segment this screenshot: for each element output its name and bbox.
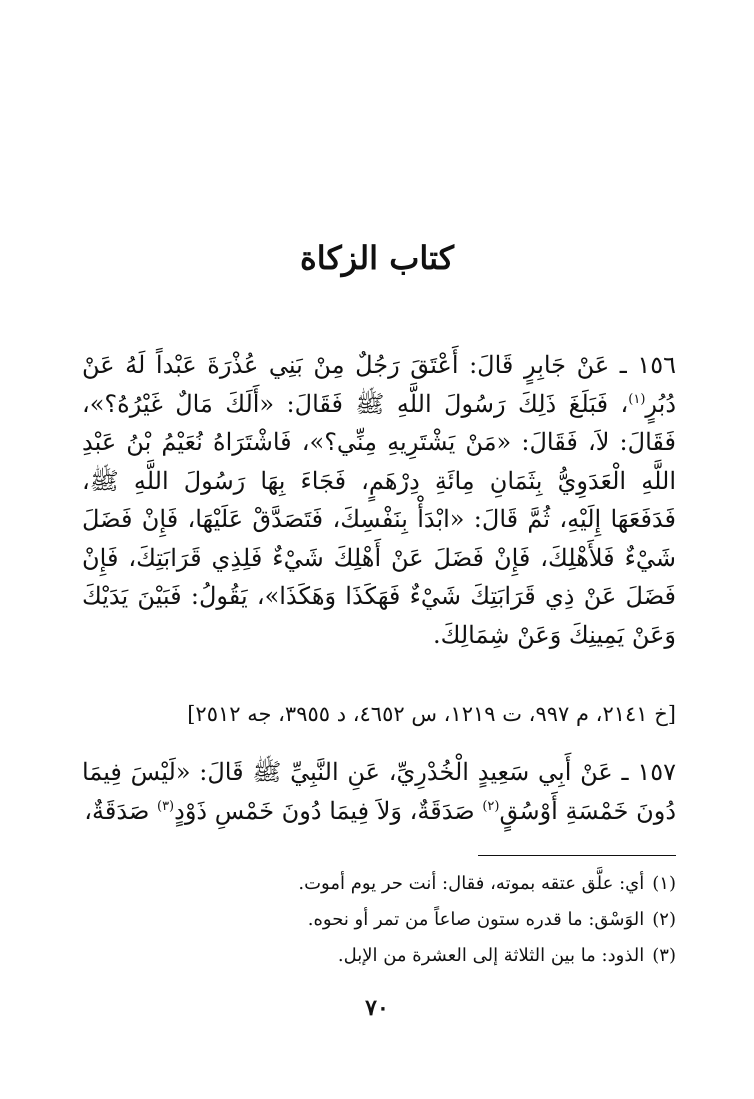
footnote-text: الوَسْق: ما قدره ستون صاعاً من تمر أو نحوه. [307,909,645,930]
hadith-number: ١٥٦ [637,351,676,379]
footnote-reference[interactable]: (٢) [482,798,500,814]
hadith-number: ١٥٧ [637,758,676,786]
footnote-item [82,938,676,974]
chapter-title: كتاب الزكاة [300,239,454,277]
hadith-citation: [خ ٢١٤١، م ٩٩٧، ت ١٢١٩، س ٤٦٥٢، د ٣٩٥٥، جه ٢٥١٢] [187,702,676,726]
footnote-divider [478,855,676,856]
footnote-reference[interactable]: (١) [628,391,646,407]
footnote-number: (٣) [652,945,676,966]
hadith-text-part: ـ عَنْ أَبِي سَعِيدٍ الْخُدْرِيِّ، عَنِ النَّبِيِّ ﷺ قَالَ: «لَيْسَ فِيمَا دُونَ خَمْسَةِ أَوْسُقٍ [82,758,676,825]
footnote-item [82,866,676,902]
footnotes-section [82,866,676,974]
footnote-item [82,902,676,938]
hadith-156-paragraph [82,346,676,654]
hadith-157-paragraph [82,753,676,830]
footnote-reference[interactable]: (٣) [156,798,175,814]
hadith-text-part: صَدَقَةٌ، وَلاَ فِيمَا دُونَ خَمْسِ ذَوْدٍ [174,796,483,825]
footnote-text: الذود: ما بين الثلاثة إلى العشرة من الإبل. [337,945,645,966]
hadith-text-part: صَدَقَةٌ، [84,796,157,825]
page-number: ٧٠ [365,995,389,1021]
hadith-text-part: ، فَبَلَغَ ذَلِكَ رَسُولَ اللَّهِ ﷺ فَقَالَ: «أَلَكَ مَالٌ غَيْرُهُ؟»، فَقَالَ: لاَ، فَقَالَ: «مَنْ يَشْتَرِيهِ مِنِّي؟»، فَاشْتَرَاهُ نُعَيْمُ بْنُ عَبْدِ اللَّهِ الْعَدَوِيُّ بِثَمَانِ مِائَةِ دِرْهَمٍ، فَجَاءَ بِهَا رَسُولَ اللَّهِ ﷺ، فَدَفَعَهَا إِلَيْهِ، ثُمَّ قَالَ: «ابْدَأْ بِنَفْسِكَ، فَتَصَدَّقْ عَلَيْهَا، فَإِنْ فَضَلَ شَيْءٌ فَلأَهْلِكَ، فَإِنْ فَضَلَ عَنْ أَهْلِكَ شَيْءٌ فَلِذِي قَرَابَتِكَ، فَإِنْ فَضَلَ عَنْ ذِي قَرَابَتِكَ شَيْءٌ فَهَكَذَا وَهَكَذَا»، يَقُولُ: فَبَيْنَ يَدَيْكَ وَعَنْ يَمِينِكَ وَعَنْ شِمَالِكَ. [82,389,676,649]
footnote-number: (١) [652,873,676,894]
hadith-text-part: ـ عَنْ جَابِرٍ قَالَ: أَعْتَقَ رَجُلٌ مِنْ بَنِي عُذْرَةَ عَبْداً لَهُ عَنْ دُبُرٍ [82,351,676,418]
footnote-text: أي: علَّق عتقه بموته، فقال: أنت حر يوم أموت. [298,873,645,894]
footnote-number: (٢) [652,909,676,930]
